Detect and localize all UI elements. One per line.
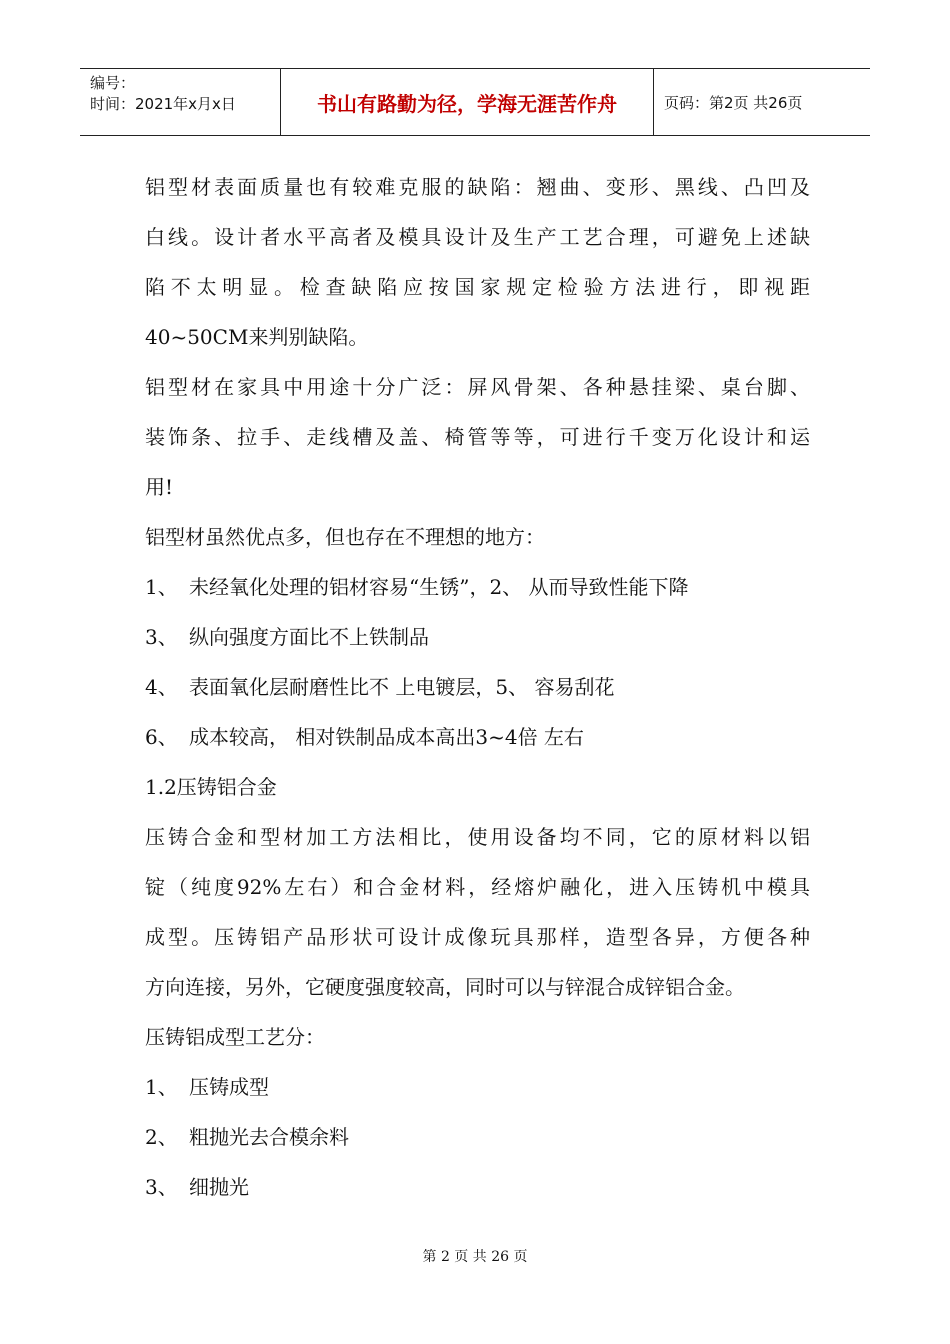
list-item xyxy=(145,1112,810,1162)
body-line: 成型。压铸铝产品形状可设计成像玩具那样，造型各异，方便各种 xyxy=(145,925,810,949)
body-line: 陷不太明显。检查缺陷应按国家规定检验方法进行，即视距 xyxy=(145,275,810,299)
document-number: 编号： xyxy=(90,74,136,92)
list-item xyxy=(145,662,810,712)
document-header xyxy=(80,68,870,136)
body-line: 铝型材虽然优点多，但也存在不理想的地方： xyxy=(145,525,545,549)
list-text: 未经氧化处理的铝材容易“生锈”，2、 从而导致性能下降 xyxy=(189,575,689,599)
header-motto: 书山有路勤为径，学海无涯苦作舟 xyxy=(281,69,654,135)
body-line: 铝型材表面质量也有较难克服的缺陷：翘曲、变形、黑线、凸凹及 xyxy=(145,175,810,199)
list-number: 1、 xyxy=(145,575,178,599)
body-line: 铝型材在家具中用途十分广泛：屏风骨架、各种悬挂梁、桌台脚、 xyxy=(145,375,810,399)
page-footer: 第 2 页 共 26 页 xyxy=(422,1249,528,1265)
list-text: 压铸成型 xyxy=(189,1075,269,1099)
list-item xyxy=(145,1162,810,1212)
document-body xyxy=(145,162,810,1212)
list-text: 成本较高， 相对铁制品成本高出3~4倍 左右 xyxy=(189,725,584,749)
list-text: 粗抛光去合模余料 xyxy=(189,1125,349,1149)
list-item xyxy=(145,712,810,762)
body-line: 压铸铝成型工艺分： xyxy=(145,1025,325,1049)
body-line: 方向连接，另外，它硬度强度较高，同时可以与锌混合成锌铝合金。 xyxy=(145,975,745,999)
section-heading: 1.2压铸铝合金 xyxy=(145,775,277,799)
list-item xyxy=(145,612,810,662)
document-time: 时间：2021年x月x日 xyxy=(90,95,236,113)
list-text: 纵向强度方面比不上铁制品 xyxy=(189,625,429,649)
list-number: 3、 xyxy=(145,625,178,649)
body-line: 用! xyxy=(145,475,174,499)
body-line: 压铸合金和型材加工方法相比，使用设备均不同，它的原材料以铝 xyxy=(145,825,810,849)
list-item xyxy=(145,1062,810,1112)
list-item xyxy=(145,562,810,612)
list-text: 细抛光 xyxy=(189,1175,249,1199)
list-text: 表面氧化层耐磨性比不 上电镀层，5、 容易刮花 xyxy=(189,675,615,699)
list-number: 3、 xyxy=(145,1175,178,1199)
body-line: 装饰条、拉手、走线槽及盖、椅管等等，可进行千变万化设计和运 xyxy=(145,425,810,449)
header-page-info: 页码：第2页 共26页 xyxy=(664,93,803,112)
header-left-cell xyxy=(80,69,281,135)
body-line: 白线。设计者水平高者及模具设计及生产工艺合理，可避免上述缺 xyxy=(145,225,810,249)
list-number: 2、 xyxy=(145,1125,178,1149)
list-number: 1、 xyxy=(145,1075,178,1099)
list-number: 6、 xyxy=(145,725,178,749)
body-line: 40~50CM来判别缺陷。 xyxy=(145,325,369,349)
body-line: 锭（纯度92%左右）和合金材料，经熔炉融化，进入压铸机中模具 xyxy=(145,875,810,899)
list-number: 4、 xyxy=(145,675,178,699)
